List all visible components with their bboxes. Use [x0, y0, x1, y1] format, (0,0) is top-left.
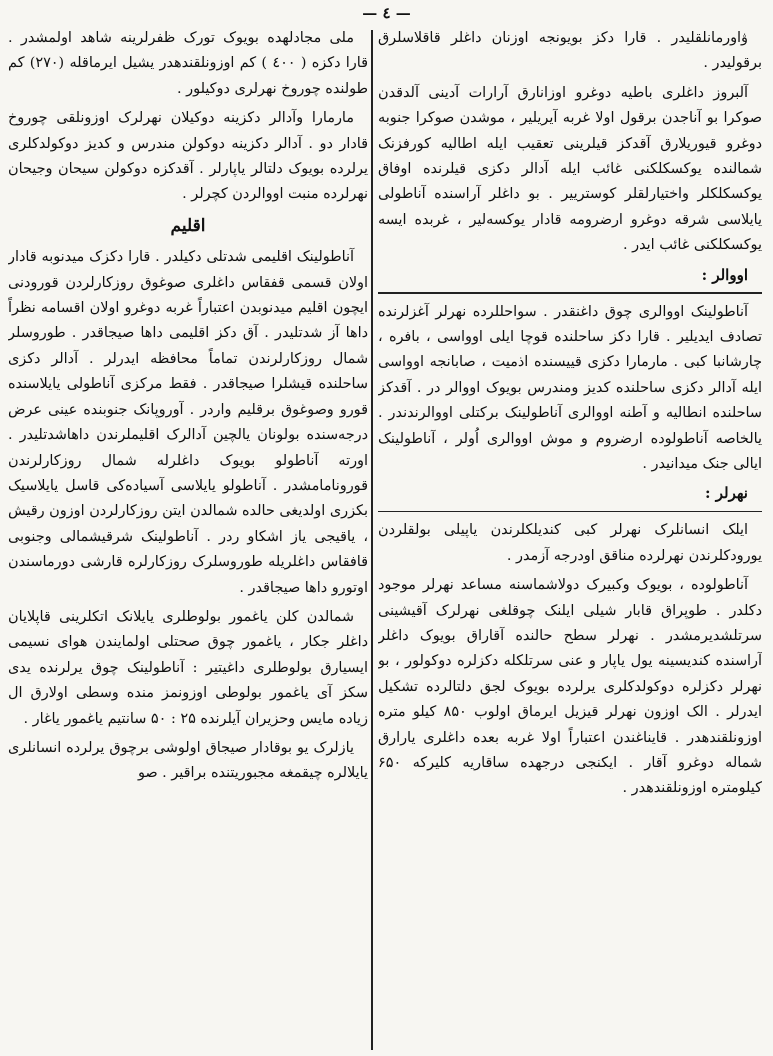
paragraph: ۋاورمانلقلیدر . قارا دکز بویونجه اوزنان داغلر قاقلاسلرق برقولیدر . [378, 30, 762, 72]
paragraph: ملی مجادلهده بویوک تورک ظفرلرینه شاهد اولمشدر . قارا دکزه ( ٤۰۰ ) کم اوزونلقندهدر یشیل ایرماقله (۲۷۰) کم طولنده چوروخ نهرلری دوکیلور . [8, 30, 368, 97]
paragraph: آناطولوده ، بویوک وکبیرک دولاشماسنه مساعد نهرلر موجود دکلدر . طوپراق قابار شیلی ایلنک چوقلغی نهرلرک آقیشینی سرتلشدیرمشدر . نهرلر سطح حالنده آقاراق بویوک داغلر آراسنده کندیسینه یول یاپار و عنی سرتلکله دکزلره دوکولور ، بو نهرلر دکزلره دوکولدکلری یرلرده بویوک لجق دلتالرده تشکیل ایدرلر . الک اوزون نهرلر قیزیل ایرماق اولوب ۸۵۰ کیلو متره اوزونلقندهدر . قایناغندن اعتباراً اولا غربه بعده داغلری یارارق شماله دوغرو آقار . ایکنجی درجهده ساقاریه کلیرکه ۶۵۰ کیلومتره اوزونلقندهدر . [378, 577, 762, 797]
paragraph: ایلک انسانلرک نهرلر کبی کندیلکلرندن یاپیلی بولقلردن یورودکلرندن نهرلرده مناقق اودرجه آزمدر . [378, 522, 762, 564]
paragraph: آناطولینک اووالری چوق داغنقدر . سواحللرده نهرلر آغزلرنده تصادف ایدیلیر . قارا دکز ساحلنده قوچا ایلی اوواسی ، بافره ، چارشانبا کبی . مارمارا دکزی قییسنده اذمیت ، صابانجه اوواسی ایله آدالر دکزی ساحلنده کدیز ومندرس بویوک اووالر در . آقدکز ساحلنده انطالیه و آطنه اووالری آناطولینک برکتلی اووالرندندر . یالخاصه آناطولوده ارضروم و موش اووالری اُولر ، آناطولینک ایالی جنک میدانیدر . [378, 303, 762, 472]
paragraph: مارمارا وآدالر دکزینه دوکیلان نهرلرک اوزونلقی چوروخ قادار دو . آدالر دکزینه دوکولن مندرس و کدیز دوکولدکلری یرلرده بویوک دلتالر یاپارلر . آقدکزه دوکولن سیحان وجیحان نهرلرده منبت اووالردن کچرلر . [8, 110, 368, 203]
horizontal-rule [378, 292, 762, 294]
section-heading-nehirler: نهرلر : [705, 484, 748, 503]
page-number: — ٤ — [362, 4, 411, 22]
paragraph: یازلرک یو بوقادار صیجاق اولوشی برچوق یرلرده انسانلری یایلالره چیقمغه مجبوریتنده براقیر . صو [8, 739, 368, 782]
left-column [8, 26, 368, 1056]
paragraph: آناطولینک اقلیمی شدتلی دکیلدر . قارا دکزک میدنوبه قادار اولان قسمی قفقاس داغلری صوغوق روزکارلردن قورودنی ایچون اقلیم میدنوبدن اعتباراً غربه دوغرو اولان اقسامه نظراً داها آز شدتلیدر . آق دکز اقلیمی داها صیجاقدر . طورو‌سلر شمال روزکارلرندن تماماً محافظه ایدرلر . آدالر دکزی ساحلنده قیشلرا صیجاقدر . فقط مرکزی آناطولی یایلاسنده قورو وصوغوق برقلیم واردر . آوروپانک جنوبنده عینی عرض درجه‌سنده بولونان یالچین آدالرک اقلیملرندن داهاشدتلیدر . اورته آناطولو بویوک داغلرله شمال روزکارلرندن قورونامامشدر . آناطولو یایلاسی آسیاده‌کی قاسل یایلاسیک بکزری اولدیغی حالده شمالدن ایتن روزکارلردن اوزون رقیش ، یاقیجی یاز اشکاو ردر . آناطولینک شرقیشمالی وجنوبی قافقاس داغلریله طورو‌سلرک روزکارلره قارشی دورماسندن اوتورو داها صیجاقدر . [8, 249, 368, 596]
column-divider [371, 30, 373, 1050]
paragraph: آلبروز داغلری باطیه دوغرو اوزانارق آرارات آدینی آلدقدن صوکرا بو آناجدن برقول اولا غربه آیریلیر ، موشدن صوکرا جنوبه دوغرو قیوریلارق آقدکز قیلرینی تعقیب ایله اطالیه کورفزنک شمالنده یوکسکلکنی غائب ایله آدالر دکزی قیلرنده اوفاق یوکسکلکلر واختیارلقلر کوسترییر . بو داغلر آراسنده آناطولی یایلاسی شرقه دوغرو ارضرومه قادار یوکسه‌لیر ، غربده ایسه یوکسکلکنی غائب ایدر . [378, 84, 762, 254]
horizontal-rule [378, 511, 762, 513]
section-heading-ovalar: اووالر : [701, 265, 748, 284]
right-column [378, 26, 762, 1056]
section-heading-iklim: اقلیم [170, 215, 206, 236]
paragraph: شمالدن کلن یاغمور بولوطلری یایلانک اتکلرینی قاپلایان داغلر جکار ، یاغمور چوق صحتلی اولمایندن هوای نسیمی ایسیارق بولوطلری داغیتیر : آناطولینک چوق یرلرنده یدی سکز آی یاغمور بولوطی اوزونمز منده وسطی اولارق ال زیاده مایس وحزیران آیلرنده ۲۵ : ۵۰ سانتیم یاغمور یاغار . [8, 608, 368, 727]
